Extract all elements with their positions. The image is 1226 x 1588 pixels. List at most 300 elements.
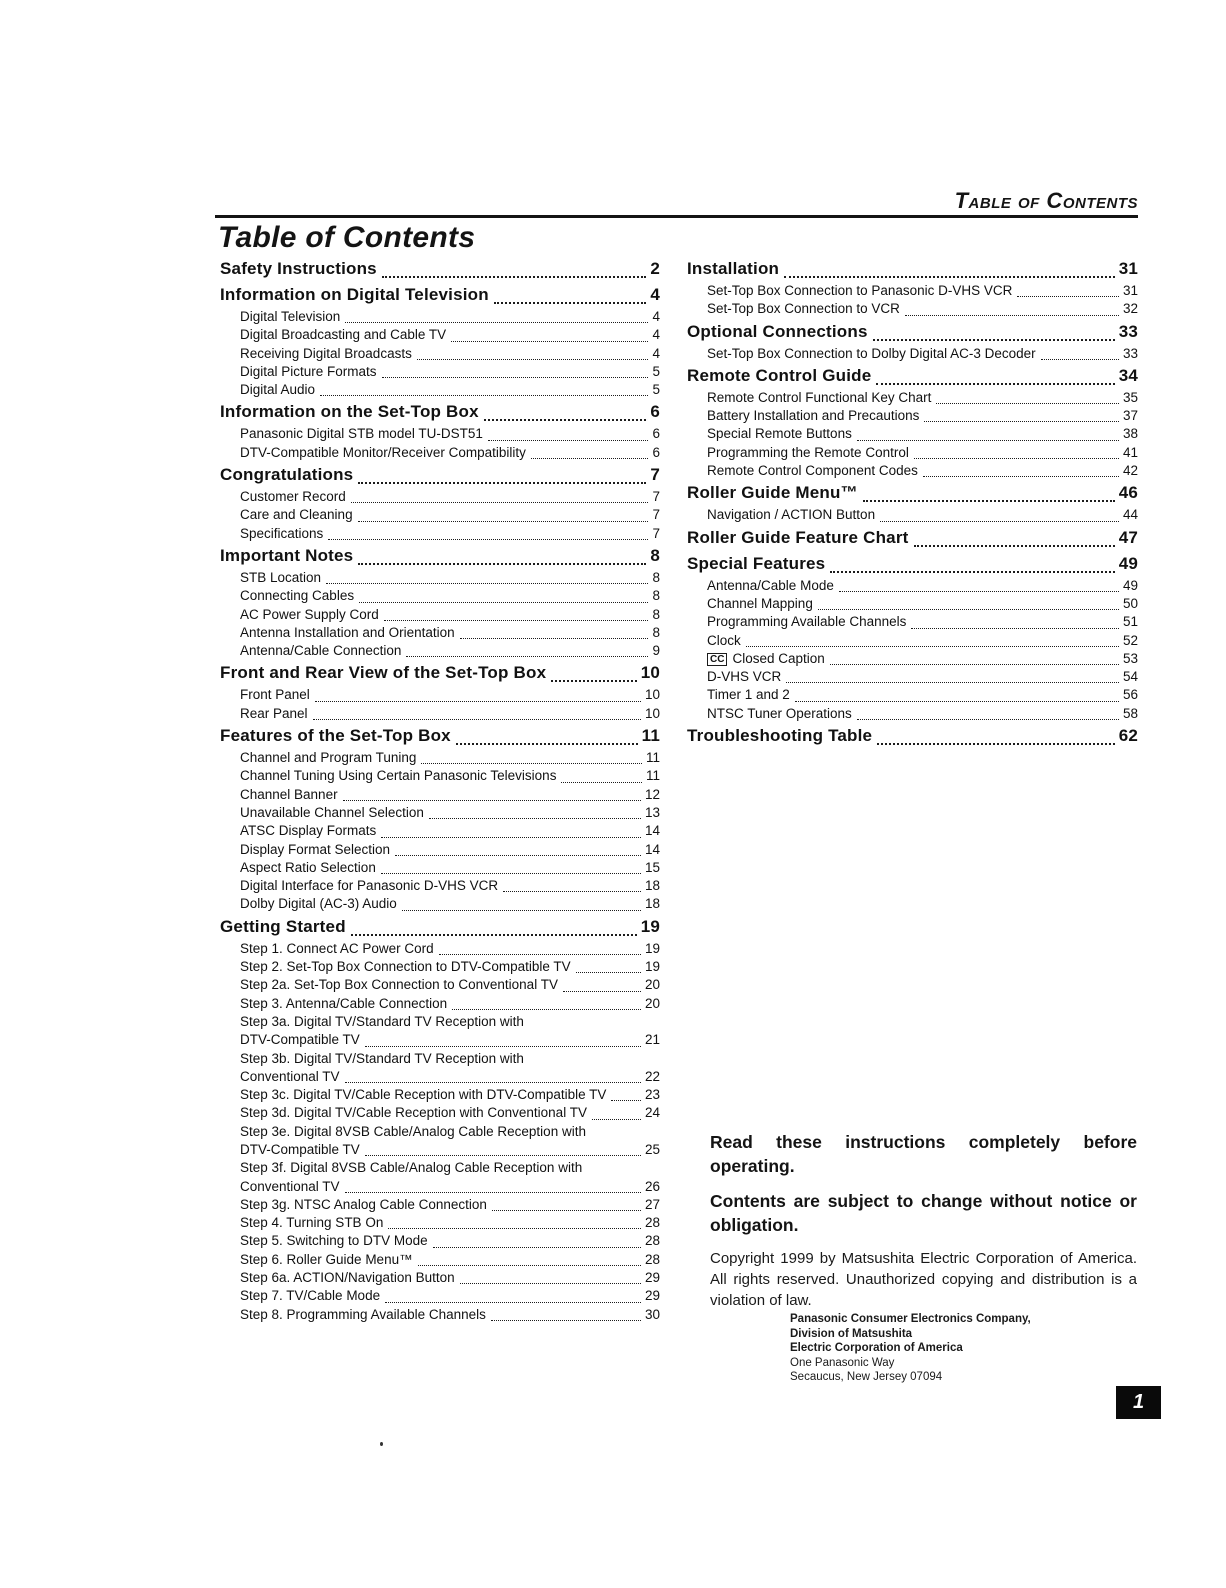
- toc-entry-label: Antenna/Cable Connection: [240, 643, 402, 659]
- dot-leader: [484, 419, 647, 421]
- dot-leader: [385, 1302, 641, 1303]
- toc-page-number: 50: [1122, 595, 1138, 611]
- toc-entry-label: Channel and Program Tuning: [240, 750, 417, 766]
- dot-leader: [351, 934, 637, 936]
- dot-leader: [563, 991, 641, 992]
- dot-leader: [452, 1009, 641, 1010]
- toc-page-number: 53: [1122, 650, 1138, 666]
- dot-leader: [1017, 296, 1119, 297]
- toc-page-number: 33: [1118, 321, 1138, 341]
- toc-subentry-row: [220, 1031, 660, 1049]
- toc-page-number: 38: [1122, 426, 1138, 442]
- toc-entry-label: Congratulations: [220, 465, 354, 485]
- dot-leader: [839, 591, 1119, 592]
- dot-leader: [433, 1247, 641, 1248]
- dot-leader: [388, 1228, 641, 1229]
- toc-entry-label: Dolby Digital (AC-3) Audio: [240, 896, 397, 912]
- dot-leader: [395, 855, 641, 856]
- toc-page-number: 30: [644, 1306, 660, 1322]
- toc-page-number: 20: [644, 977, 660, 993]
- toc-page-number: 28: [644, 1233, 660, 1249]
- toc-page-number: 13: [644, 804, 660, 820]
- toc-subentry-row: [220, 525, 660, 543]
- toc-subentry-row: [220, 958, 660, 976]
- notice-read-instructions: Read these instructions completely before operating.: [710, 1132, 1137, 1176]
- toc-subentry-row: [220, 1287, 660, 1305]
- toc-entry-label: Digital Interface for Panasonic D-VHS VCR: [240, 878, 499, 894]
- dot-leader: [359, 602, 648, 603]
- toc-page-number: 31: [1118, 259, 1138, 278]
- toc-subentry-row: [220, 569, 660, 587]
- toc-entry-label: Step 3a. Digital TV/Standard TV Reception with: [240, 1013, 524, 1029]
- toc-subentry-row: [220, 976, 660, 994]
- dot-leader: [492, 1210, 641, 1211]
- toc-entry-label: Unavailable Channel Selection: [240, 804, 424, 820]
- toc-subentry-row: [687, 407, 1138, 425]
- dot-leader: [351, 502, 649, 503]
- toc-subentry-row: [220, 488, 660, 506]
- dot-leader: [830, 664, 1119, 665]
- toc-page-number: 49: [1118, 553, 1138, 573]
- toc-entry-label: Channel Tuning Using Certain Panasonic Televisions: [240, 768, 557, 784]
- toc-page-number: 11: [645, 768, 660, 784]
- toc-entry-label: Step 3g. NTSC Analog Cable Connection: [240, 1196, 487, 1212]
- toc-subentry-row: [687, 282, 1138, 300]
- toc-entry-label: Remote Control Functional Key Chart: [707, 389, 932, 405]
- toc-page-number: 8: [652, 588, 660, 604]
- toc-entry-label: Specifications: [240, 525, 324, 541]
- toc-entry-label: Antenna/Cable Mode: [707, 577, 834, 593]
- toc-entry-label: Connecting Cables: [240, 588, 355, 604]
- toc-subentry-row: [687, 444, 1138, 462]
- toc-entry-label: DTV-Compatible Monitor/Receiver Compatibility: [240, 444, 526, 460]
- toc-page-number: 19: [644, 940, 660, 956]
- toc-page-number: 56: [1122, 687, 1138, 703]
- toc-page-number: 28: [644, 1215, 660, 1231]
- toc-entry-label: Features of the Set-Top Box: [220, 726, 451, 746]
- toc-page-number: 46: [1118, 483, 1138, 503]
- dot-leader: [406, 656, 648, 657]
- toc-subentry-row: [220, 1141, 660, 1159]
- toc-subentry-row: [220, 686, 660, 704]
- toc-page-number: 58: [1122, 705, 1138, 721]
- toc-subentry-row: [687, 577, 1138, 595]
- toc-section-row: [687, 319, 1138, 345]
- toc-page-number: 5: [652, 363, 660, 379]
- publisher-address-line: Secaucus, New Jersey 07094: [790, 1371, 943, 1383]
- toc-subentry-row: [687, 632, 1138, 650]
- dot-leader: [876, 383, 1114, 385]
- toc-subentry-row: [220, 1196, 660, 1214]
- toc-page-number: 8: [652, 606, 660, 622]
- toc-page-number: 4: [652, 327, 660, 343]
- toc-subentry-row: [687, 462, 1138, 480]
- toc-subentry-row: [687, 686, 1138, 704]
- toc-page-number: 34: [1118, 365, 1138, 385]
- toc-page-number: 11: [641, 726, 660, 746]
- toc-subentry-row: [220, 1269, 660, 1287]
- dot-leader: [345, 1192, 641, 1193]
- toc-page-number: 54: [1122, 669, 1138, 685]
- toc-entry-label: Digital Broadcasting and Cable TV: [240, 327, 447, 343]
- toc-page-number: 41: [1122, 444, 1138, 460]
- dot-leader: [576, 972, 641, 973]
- dot-leader: [746, 646, 1119, 647]
- toc-subentry-row: [687, 650, 1138, 668]
- toc-subentry-row: [687, 705, 1138, 723]
- toc-entry-label: Conventional TV: [240, 1178, 340, 1194]
- dot-leader: [924, 421, 1119, 422]
- toc-section-row: [220, 723, 660, 749]
- dot-leader: [786, 682, 1119, 683]
- toc-subentry-row: [220, 1123, 660, 1141]
- dot-leader: [914, 545, 1115, 547]
- toc-page-number: 19: [640, 916, 660, 936]
- page-title: Table of Contents: [218, 221, 476, 254]
- toc-entry-label: Important Notes: [220, 545, 354, 565]
- toc-page-number: 35: [1122, 389, 1138, 405]
- toc-page-number: 8: [650, 545, 660, 565]
- toc-entry-text: Closed Caption: [732, 650, 825, 666]
- toc-entry-label: Step 5. Switching to DTV Mode: [240, 1233, 428, 1249]
- toc-entry-label: Step 6a. ACTION/Navigation Button: [240, 1270, 455, 1286]
- toc-page-number: 18: [644, 878, 660, 894]
- toc-entry-label: Roller Guide Feature Chart: [687, 527, 909, 547]
- page-number-badge: 1: [1116, 1386, 1161, 1419]
- notices-block: [710, 1130, 1137, 1311]
- toc-entry-label: NTSC Tuner Operations: [707, 705, 852, 721]
- toc-page-number: 29: [644, 1288, 660, 1304]
- dot-leader: [914, 458, 1119, 459]
- toc-subentry-row: [220, 822, 660, 840]
- publisher-line: Electric Corporation of America: [790, 1342, 963, 1354]
- toc-page-number: 31: [1122, 283, 1138, 298]
- toc-page-number: 23: [644, 1087, 660, 1103]
- toc-page-number: 6: [650, 402, 660, 422]
- toc-page-number: 14: [644, 841, 660, 857]
- toc-entry-label: AC Power Supply Cord: [240, 606, 379, 622]
- dot-leader: [491, 1320, 641, 1321]
- toc-subentry-row: [220, 895, 660, 913]
- toc-entry-label: D-VHS VCR: [707, 669, 782, 685]
- dot-leader: [592, 1119, 641, 1120]
- running-header: Table of Contents: [954, 188, 1138, 213]
- toc-entry-label: Care and Cleaning: [240, 507, 353, 523]
- dot-leader: [320, 395, 648, 396]
- toc-page-number: 42: [1122, 463, 1138, 479]
- toc-entry-label: Special Features: [687, 553, 826, 573]
- toc-subentry-row: [220, 587, 660, 605]
- toc-entry-label: Set-Top Box Connection to Dolby Digital AC-3 Decoder: [707, 345, 1036, 361]
- toc-subentry-row: [220, 326, 660, 344]
- dot-leader: [358, 521, 649, 522]
- dot-leader: [873, 339, 1115, 341]
- toc-page-number: 4: [650, 285, 660, 304]
- publisher-address-block: [790, 1312, 1031, 1385]
- toc-page-number: 24: [644, 1105, 660, 1121]
- toc-subentry-row: [220, 1104, 660, 1122]
- toc-section-row: [220, 660, 660, 686]
- toc-subentry-row: [220, 425, 660, 443]
- toc-page-number: 2: [650, 259, 660, 278]
- dot-leader: [358, 563, 646, 565]
- toc-entry-label: Front and Rear View of the Set-Top Box: [220, 663, 547, 683]
- toc-subentry-row: [220, 308, 660, 326]
- dot-leader: [345, 1082, 641, 1083]
- toc-subentry-row: [687, 425, 1138, 443]
- toc-page-number: 4: [652, 309, 660, 324]
- toc-page-number: 25: [644, 1141, 660, 1157]
- toc-entry-label: Timer 1 and 2: [707, 687, 790, 703]
- publisher-line: Panasonic Consumer Electronics Company,: [790, 1313, 1031, 1325]
- toc-page-number: 15: [644, 859, 660, 875]
- toc-subentry-row: [687, 389, 1138, 407]
- dot-leader: [313, 719, 641, 720]
- toc-entry-label: Antenna Installation and Orientation: [240, 624, 455, 640]
- dot-leader: [417, 359, 649, 360]
- toc-page-number: 6: [652, 444, 660, 460]
- toc-entry-label: Set-Top Box Connection to Panasonic D-VHS VCR: [707, 283, 1013, 298]
- dot-leader: [911, 628, 1119, 629]
- toc-subentry-row: [687, 300, 1138, 318]
- dot-leader: [503, 891, 641, 892]
- toc-subentry-row: [220, 345, 660, 363]
- toc-page-number: 12: [644, 786, 660, 802]
- dot-leader: [611, 1100, 641, 1101]
- dot-leader: [381, 837, 641, 838]
- toc-entry-label: Remote Control Component Codes: [707, 463, 918, 479]
- toc-page-number: 26: [644, 1178, 660, 1194]
- toc-subentry-row: [220, 1159, 660, 1177]
- toc-entry-label: Information on the Set-Top Box: [220, 402, 479, 422]
- toc-entry-label: DTV-Compatible TV: [240, 1141, 360, 1157]
- toc-subentry-row: [220, 859, 660, 877]
- dot-leader: [402, 910, 641, 911]
- toc-entry-label: Receiving Digital Broadcasts: [240, 345, 412, 361]
- dot-leader: [488, 440, 649, 441]
- toc-entry-label: Conventional TV: [240, 1068, 340, 1084]
- toc-subentry-row: [220, 642, 660, 660]
- toc-entry-label: Information on Digital Television: [220, 285, 489, 304]
- dot-leader: [358, 482, 646, 484]
- toc-entry-label: Step 3e. Digital 8VSB Cable/Analog Cable Reception with: [240, 1123, 586, 1139]
- closed-caption-icon: CC: [707, 653, 727, 666]
- toc-entry-label: Navigation / ACTION Button: [707, 507, 876, 523]
- toc-column-right: [687, 256, 1138, 749]
- dot-leader: [1041, 359, 1119, 360]
- dot-leader: [365, 1155, 641, 1156]
- toc-entry-label: Rear Panel: [240, 705, 308, 721]
- toc-entry-label: Battery Installation and Precautions: [707, 408, 920, 424]
- dot-leader: [326, 583, 648, 584]
- dot-leader: [818, 609, 1119, 610]
- toc-page-number: 21: [644, 1032, 660, 1048]
- toc-entry-label: Step 4. Turning STB On: [240, 1215, 384, 1231]
- toc-entry-label: Step 3. Antenna/Cable Connection: [240, 995, 448, 1011]
- toc-entry-label: Digital Television: [240, 309, 341, 324]
- toc-subentry-row: [220, 1306, 660, 1324]
- toc-page-number: 47: [1118, 527, 1138, 547]
- toc-page-number: 9: [652, 643, 660, 659]
- toc-entry-label: Safety Instructions: [220, 259, 377, 278]
- toc-page-number: 19: [644, 959, 660, 975]
- toc-entry-label: Step 1. Connect AC Power Cord: [240, 940, 434, 956]
- dot-leader: [456, 743, 638, 745]
- toc-entry-label: Step 3f. Digital 8VSB Cable/Analog Cable Reception with: [240, 1160, 583, 1176]
- toc-page-number: 44: [1122, 507, 1138, 523]
- toc-entry-label: Channel Banner: [240, 786, 338, 802]
- dot-leader: [382, 377, 649, 378]
- toc-page-number: 51: [1122, 614, 1138, 630]
- toc-page-number: 5: [652, 382, 660, 398]
- dot-leader: [421, 763, 642, 764]
- toc-entry-label: Programming Available Channels: [707, 614, 907, 630]
- toc-page-number: 8: [652, 624, 660, 640]
- dot-leader: [905, 315, 1119, 316]
- toc-subentry-row: [220, 1068, 660, 1086]
- toc-page-number: 10: [644, 687, 660, 703]
- toc-page-number: 52: [1122, 632, 1138, 648]
- toc-entry-label: STB Location: [240, 569, 322, 585]
- toc-subentry-row: [220, 506, 660, 524]
- toc-section-row: [220, 399, 660, 425]
- dot-leader: [880, 521, 1119, 522]
- dot-leader: [795, 701, 1119, 702]
- toc-page-number: 11: [645, 750, 660, 766]
- dot-leader: [382, 276, 647, 278]
- dot-leader: [451, 341, 648, 342]
- toc-subentry-row: [220, 1232, 660, 1250]
- toc-page-number: 8: [652, 569, 660, 585]
- dot-leader: [857, 719, 1119, 720]
- toc-entry-label: Step 3b. Digital TV/Standard TV Reception with: [240, 1050, 524, 1066]
- scan-artifact-dot: [380, 1442, 383, 1446]
- dot-leader: [381, 873, 641, 874]
- dot-leader: [857, 440, 1119, 441]
- toc-entry-label: Step 2. Set-Top Box Connection to DTV-Compatible TV: [240, 959, 571, 975]
- toc-page-number: 22: [644, 1068, 660, 1084]
- dot-leader: [784, 276, 1115, 278]
- toc-subentry-row: [220, 1178, 660, 1196]
- toc-subentry-row: [220, 606, 660, 624]
- toc-entry-label: Optional Connections: [687, 321, 868, 341]
- dot-leader: [365, 1046, 641, 1047]
- toc-entry-label: Roller Guide Menu™: [687, 483, 858, 503]
- dot-leader: [551, 680, 636, 682]
- toc-page-number: 18: [644, 896, 660, 912]
- toc-section-row: [220, 543, 660, 569]
- dot-leader: [936, 403, 1119, 404]
- toc-subentry-row: [220, 1013, 660, 1031]
- toc-entry-label: Step 3c. Digital TV/Cable Reception with DTV-Compatible TV: [240, 1087, 607, 1103]
- dot-leader: [460, 638, 649, 639]
- toc-entry-label: Panasonic Digital STB model TU-DST51: [240, 426, 483, 442]
- toc-subentry-row: [220, 1251, 660, 1269]
- toc-entry-label: Getting Started: [220, 916, 346, 936]
- dot-leader: [494, 302, 646, 304]
- toc-subentry-row: [220, 841, 660, 859]
- toc-page-number: 27: [644, 1196, 660, 1212]
- dot-leader: [561, 782, 642, 783]
- toc-page-number: 7: [652, 489, 660, 505]
- toc-entry-label: Remote Control Guide: [687, 365, 872, 385]
- toc-subentry-row: [687, 668, 1138, 686]
- toc-section-row: [687, 551, 1138, 577]
- toc-entry-label: Special Remote Buttons: [707, 426, 852, 442]
- toc-page-number: 32: [1122, 301, 1138, 317]
- toc-subentry-row: [220, 1214, 660, 1232]
- dot-leader: [923, 476, 1119, 477]
- toc-entry-label: [707, 650, 825, 668]
- toc-subentry-row: [220, 363, 660, 381]
- toc-page-number: 49: [1122, 577, 1138, 593]
- toc-entry-label: Customer Record: [240, 489, 346, 505]
- toc-column-left: [220, 256, 660, 1324]
- toc-entry-label: Channel Mapping: [707, 595, 813, 611]
- toc-section-row: [687, 480, 1138, 506]
- dot-leader: [328, 539, 648, 540]
- toc-entry-label: Installation: [687, 259, 780, 278]
- toc-section-row: [687, 363, 1138, 389]
- toc-page-number: 37: [1122, 408, 1138, 424]
- toc-page-number: 7: [652, 507, 660, 523]
- toc-subentry-row: [220, 804, 660, 822]
- toc-subentry-row: [220, 705, 660, 723]
- toc-entry-label: Programming the Remote Control: [707, 444, 909, 460]
- toc-subentry-row: [687, 506, 1138, 524]
- header-rule: [215, 215, 1138, 218]
- toc-page-number: 6: [652, 426, 660, 442]
- dot-leader: [345, 322, 648, 323]
- copyright-notice: Copyright 1999 by Matsushita Electric Corporation of America. All rights reserved. Unauthorized copying and distribution is a violation of law.: [710, 1250, 1137, 1309]
- dot-leader: [439, 954, 641, 955]
- dot-leader: [315, 701, 641, 702]
- notice-contents-change: Contents are subject to change without notice or obligation.: [710, 1191, 1137, 1235]
- toc-page-number: 33: [1122, 345, 1138, 361]
- toc-entry-label: Step 8. Programming Available Channels: [240, 1306, 486, 1322]
- dot-leader: [877, 743, 1114, 745]
- toc-section-row: [220, 914, 660, 940]
- toc-entry-label: Step 6. Roller Guide Menu™: [240, 1251, 413, 1267]
- toc-entry-label: Clock: [707, 632, 741, 648]
- dot-leader: [429, 818, 641, 819]
- toc-subentry-row: [220, 786, 660, 804]
- dot-leader: [460, 1283, 641, 1284]
- toc-subentry-row: [220, 624, 660, 642]
- toc-section-row: [687, 256, 1138, 282]
- toc-page-number: 14: [644, 823, 660, 839]
- toc-page-number: 7: [650, 465, 660, 485]
- toc-entry-label: Display Format Selection: [240, 841, 391, 857]
- dot-leader: [863, 500, 1115, 502]
- toc-subentry-row: [220, 767, 660, 785]
- toc-subentry-row: [687, 345, 1138, 363]
- dot-leader: [418, 1265, 641, 1266]
- toc-entry-label: Set-Top Box Connection to VCR: [707, 301, 900, 317]
- toc-page-number: 7: [652, 525, 660, 541]
- toc-entry-label: Digital Picture Formats: [240, 363, 377, 379]
- dot-leader: [384, 620, 649, 621]
- toc-subentry-row: [220, 381, 660, 399]
- toc-entry-label: Step 7. TV/Cable Mode: [240, 1288, 381, 1304]
- toc-subentry-row: [220, 749, 660, 767]
- toc-subentry-row: [220, 877, 660, 895]
- toc-entry-label: Front Panel: [240, 687, 310, 703]
- toc-page-number: 20: [644, 995, 660, 1011]
- toc-page-number: 10: [640, 663, 660, 683]
- toc-subentry-row: [220, 1050, 660, 1068]
- toc-page-number: 10: [644, 705, 660, 721]
